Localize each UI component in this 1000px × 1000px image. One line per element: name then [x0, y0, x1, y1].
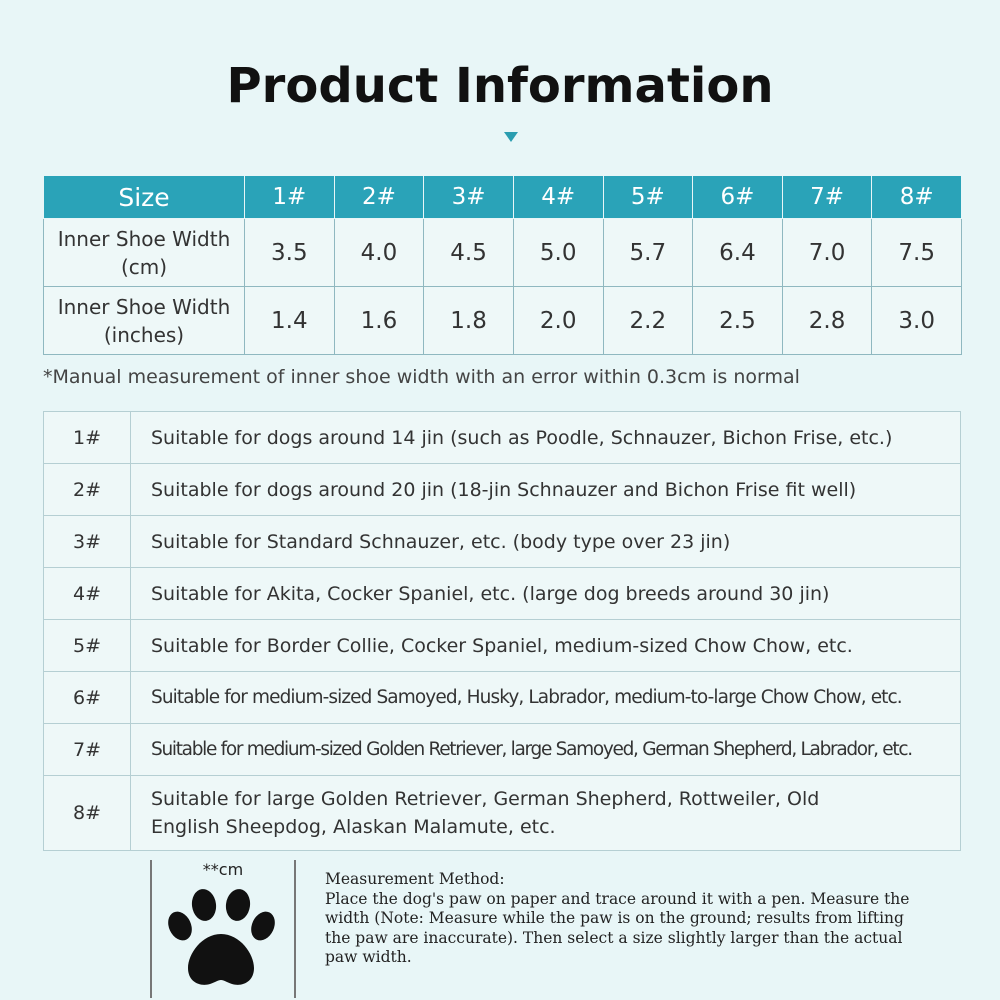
fit-size: 2#	[44, 464, 131, 516]
fit-description: Suitable for Standard Schnauzer, etc. (body type over 23 jin)	[131, 516, 961, 568]
header-size-5: 5#	[603, 176, 693, 219]
fit-description: Suitable for Akita, Cocker Spaniel, etc. (large dog breeds around 30 jin)	[131, 568, 961, 620]
table-row	[44, 219, 962, 287]
row-label	[44, 219, 245, 287]
measurement-body: Place the dog's paw on paper and trace around it with a pen. Measure the width (Note: Measure while the paw is on the ground; results from lifting the paw are inaccurate). Then select a size slightly larger than the actual paw width.	[325, 889, 910, 966]
table-cell: 4.0	[334, 219, 424, 287]
header-size-6: 6#	[693, 176, 783, 219]
size-table-header	[44, 176, 962, 219]
table-row	[44, 672, 961, 724]
down-arrow-icon	[504, 132, 518, 142]
measure-width-label: **cm	[202, 860, 244, 879]
fit-size: 5#	[44, 620, 131, 672]
fit-description: Suitable for medium-sized Samoyed, Husky, Labrador, medium-to-large Chow Chow, etc.	[131, 672, 961, 724]
fit-size: 6#	[44, 672, 131, 724]
table-cell: 3.0	[872, 287, 962, 355]
header-size-2: 2#	[334, 176, 424, 219]
fit-description: Suitable for medium-sized Golden Retriever, large Samoyed, German Shepherd, Labrador, etc.	[131, 724, 961, 776]
measurement-heading: Measurement Method:	[325, 870, 505, 888]
measurement-note: *Manual measurement of inner shoe width with an error within 0.3cm is normal	[43, 366, 800, 388]
table-row	[44, 464, 961, 516]
fit-description: Suitable for dogs around 20 jin (18-jin Schnauzer and Bichon Frise fit well)	[131, 464, 961, 516]
paw-measure-diagram	[150, 860, 296, 998]
size-table	[43, 175, 962, 355]
table-cell: 2.5	[693, 287, 783, 355]
table-row	[44, 516, 961, 568]
fit-size: 3#	[44, 516, 131, 568]
header-size-4: 4#	[513, 176, 603, 219]
table-cell: 3.5	[245, 219, 335, 287]
table-row	[44, 412, 961, 464]
table-row	[44, 776, 961, 851]
measurement-method	[325, 870, 915, 968]
table-row	[44, 620, 961, 672]
table-row	[44, 724, 961, 776]
header-size-1: 1#	[245, 176, 335, 219]
fit-size: 1#	[44, 412, 131, 464]
table-cell: 1.4	[245, 287, 335, 355]
header-size-3: 3#	[424, 176, 514, 219]
header-size-8: 8#	[872, 176, 962, 219]
table-cell: 1.8	[424, 287, 514, 355]
row-label-unit: (cm)	[120, 254, 168, 279]
header-size: Size	[44, 176, 245, 219]
page-title: Product Information	[226, 58, 774, 114]
table-row	[44, 568, 961, 620]
row-label-line: Inner Shoe Width	[57, 226, 231, 251]
fit-description: Suitable for large Golden Retriever, German Shepherd, Rottweiler, Old English Sheepdog, Alaskan Malamute, etc.	[131, 776, 961, 851]
table-cell: 4.5	[424, 219, 514, 287]
row-label-line: Inner Shoe Width	[57, 294, 231, 319]
paw-print-icon	[164, 888, 282, 996]
table-cell: 7.0	[782, 219, 872, 287]
table-cell: 7.5	[872, 219, 962, 287]
fit-size: 8#	[44, 776, 131, 851]
fit-size: 4#	[44, 568, 131, 620]
fit-description: Suitable for Border Collie, Cocker Spaniel, medium-sized Chow Chow, etc.	[131, 620, 961, 672]
row-label-unit: (inches)	[103, 322, 185, 347]
fit-description: Suitable for dogs around 14 jin (such as Poodle, Schnauzer, Bichon Frise, etc.)	[131, 412, 961, 464]
table-cell: 1.6	[334, 287, 424, 355]
table-cell: 2.2	[603, 287, 693, 355]
row-label	[44, 287, 245, 355]
table-cell: 2.0	[513, 287, 603, 355]
table-row	[44, 287, 962, 355]
table-cell: 2.8	[782, 287, 872, 355]
fit-size: 7#	[44, 724, 131, 776]
fit-table	[43, 411, 961, 851]
table-cell: 5.7	[603, 219, 693, 287]
table-cell: 5.0	[513, 219, 603, 287]
table-cell: 6.4	[693, 219, 783, 287]
header-size-7: 7#	[782, 176, 872, 219]
